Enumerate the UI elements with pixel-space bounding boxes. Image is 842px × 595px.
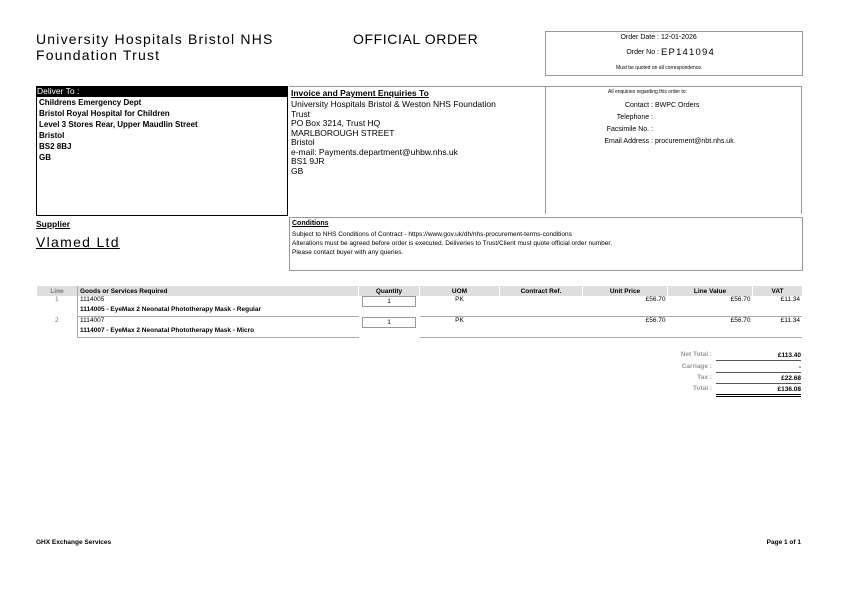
row-vat: £11.34 [780,296,800,303]
row-code: 1114005 [80,296,105,303]
row-line-number: 1 [37,296,78,317]
conditions-line: Subject to NHS Conditions of Contract - https://www.gov.uk/dh/nhs-procurement-terms-conditions [292,231,572,238]
row-contract-ref [500,296,583,306]
supplier-label: Supplier [36,219,71,229]
row-quantity: 1 [362,317,416,328]
row-line-value: £56.70 [730,296,751,303]
carriage-value: - [716,363,801,373]
table-header-row [37,286,803,296]
row-uom: PK [455,317,464,324]
table-row [37,317,803,328]
invoice-line: PO Box 3214, Trust HQ [291,118,381,128]
total-value: £136.08 [716,385,801,397]
email-value[interactable]: procurement@nbt.nhs.uk [655,138,734,145]
invoice-line: MARLBOROUGH STREET [291,127,395,138]
enquiries-note: All enquiries regarding this order to: [608,89,687,95]
deliver-to-address [36,96,288,216]
invoice-line: University Hospitals Bristol & Weston NHS Foundation [291,99,496,109]
organisation-name [36,31,274,63]
document-title: OFFICIAL ORDER [353,31,479,47]
row-contract-ref [500,317,583,328]
telephone-label: Telephone : [616,114,653,121]
deliver-line: GB [39,153,51,162]
col-vat: VAT [753,286,803,296]
deliver-line: Bristol [39,131,65,140]
deliver-line: Level 3 Stores Rear, Upper Maudlin Street [39,120,198,129]
deliver-line: BS2 8BJ [39,142,72,151]
invoice-line: Trust [291,108,311,119]
row-line-number: 2 [37,317,78,338]
org-line-2: Foundation Trust [36,47,161,63]
col-contract-ref: Contract Ref. [500,286,583,296]
row-unit-price: £56.70 [645,317,666,324]
email-label: Email Address : [604,138,653,145]
table-row [37,296,803,306]
order-date-label: Order Date : [620,34,659,41]
invoice-email[interactable]: e-mail: Payments.department@uhbw.nhs.uk [291,146,458,157]
row-description: 1114005 - EyeMax 2 Neonatal Phototherapy Mask - Regular [78,306,359,317]
deliver-line: Bristol Royal Hospital for Children [39,109,170,118]
contact-value: BWPC Orders [655,102,700,109]
invoice-line: Bristol [291,137,315,147]
net-total-label: Net Total : [680,351,712,358]
tax-value: £22.68 [716,374,801,384]
order-date-value: 12-01-2026 [661,34,697,41]
order-no-value: EP141094 [661,47,715,58]
fax-label: Facsimile No. : [606,126,653,133]
col-quantity: Quantity [359,286,420,296]
invoice-heading: Invoice and Payment Enquiries To [291,88,429,98]
order-enquiries-section [546,86,802,214]
table-row-description [37,327,803,338]
row-quantity: 1 [362,296,416,307]
table-row-description [37,306,803,317]
invoice-line: BS1 9JR [291,156,325,166]
row-line-value: £56.70 [730,317,751,324]
row-description: 1114007 - EyeMax 2 Neonatal Phototherapy Mask - Micro [78,327,359,338]
invoice-line: GB [291,165,304,176]
col-uom: UOM [420,286,500,296]
order-no-label: Order No : [626,49,659,56]
conditions-box [289,217,803,271]
deliver-to-heading: Deliver To : [36,86,288,96]
net-total-value: £113.40 [716,351,801,361]
row-code: 1114007 [80,317,105,324]
contact-label: Contact : [624,102,653,109]
org-line-1: University Hospitals Bristol NHS [36,31,274,47]
invoice-enquiries-section [289,86,546,214]
conditions-line: Please contact buyer with any queries. [292,249,404,256]
conditions-line: Alterations must be agreed before order is executed. Deliveries to Trust/Client must quote official order number. [292,240,612,247]
page-number: Page 1 of 1 [766,539,801,546]
supplier-name: Vlamed Ltd [36,234,120,250]
conditions-title: Conditions [292,220,329,227]
footer-provider: GHX Exchange Services [36,539,112,546]
col-unit-price: Unit Price [583,286,668,296]
row-uom: PK [455,296,464,303]
tax-label: Tax : [697,374,712,381]
total-label: Total : [692,385,712,392]
deliver-line: Childrens Emergency Dept [39,98,142,107]
row-vat: £11.34 [780,317,800,324]
row-unit-price: £56.70 [645,296,666,303]
col-goods: Goods or Services Required [78,286,359,296]
order-items-table [36,286,802,338]
order-no-note: Must be quoted on all correspondence. [616,65,703,71]
order-info-box [545,31,803,76]
col-line: Line [37,286,78,296]
carriage-label: Carriage : [681,363,712,370]
col-line-value: Line Value [668,286,753,296]
